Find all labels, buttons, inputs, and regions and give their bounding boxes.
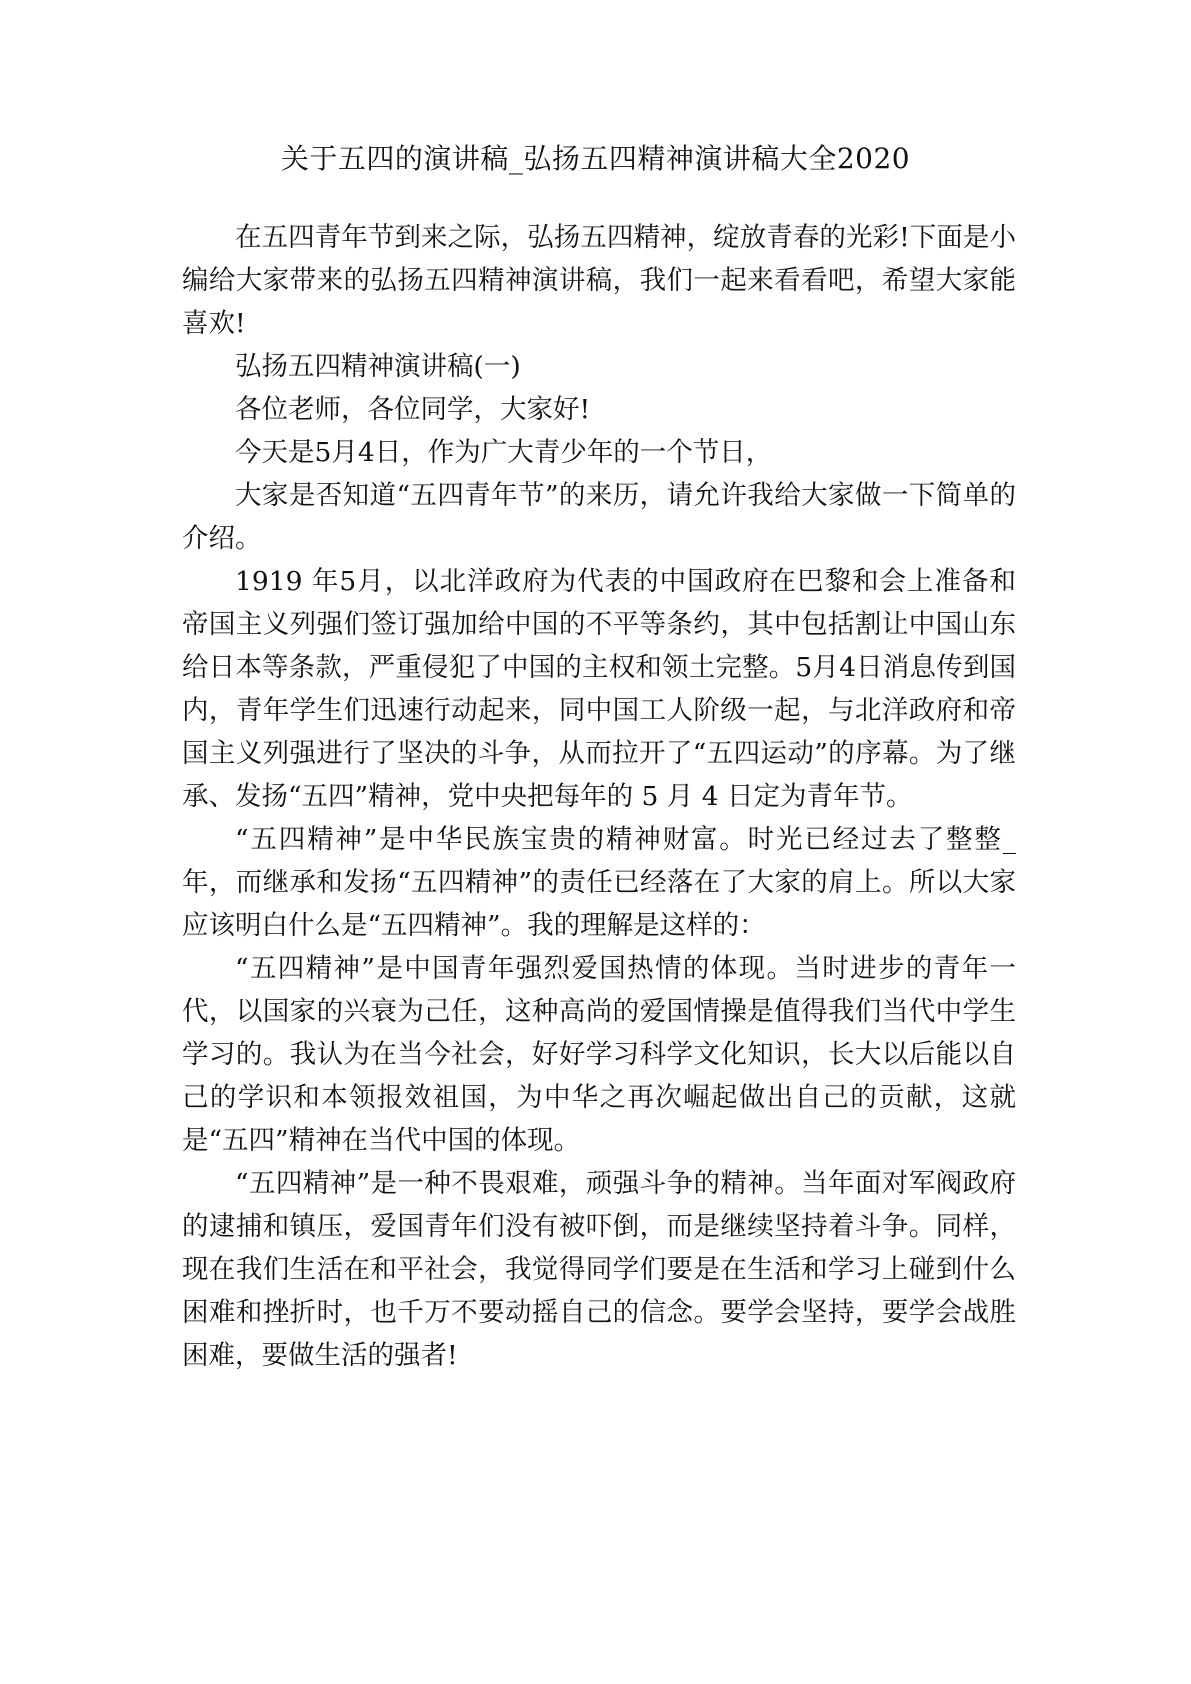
document-body bbox=[182, 216, 1016, 1377]
document-title: 关于五四的演讲稿_弘扬五四精神演讲稿大全2020 bbox=[280, 142, 911, 175]
body-paragraph: 1919 年5月，以北洋政府为代表的中国政府在巴黎和会上准备和帝国主义列强们签订强加给中国的不平等条约，其中包括割让中国山东给日本等条款，严重侵犯了中国的主权和领土完整。5月4日消息传到国内，青年学生们迅速行动起来，同中国工人阶级一起，与北洋政府和帝国主义列强进行了坚决的斗争，从而拉开了“五四运动”的序幕。为了继承、发扬“五四”精神，党中央把每年的 5 月 4 日定为青年节。 bbox=[182, 566, 1016, 812]
body-paragraph: “五四精神”是一种不畏艰难，顽强斗争的精神。当年面对军阀政府的逮捕和镇压，爱国青年们没有被吓倒，而是继续坚持着斗争。同样，现在我们生活在和平社会，我觉得同学们要是在生活和学习上碰到什么困难和挫折时，也千万不要动摇自己的信念。要学会坚持，要学会战胜困难，要做生活的强者! bbox=[182, 1168, 1016, 1371]
speech-heading: 弘扬五四精神演讲稿(一) bbox=[235, 351, 521, 382]
body-paragraph: 今天是5月4日，作为广大青少年的一个节日， bbox=[235, 437, 773, 468]
body-paragraph: “五四精神”是中华民族宝贵的精神财富。时光已经过去了整整_年，而继承和发扬“五四精神”的责任已经落在了大家的肩上。所以大家应该明白什么是“五四精神”。我的理解是这样的： bbox=[182, 824, 1016, 941]
body-paragraph: “五四精神”是中国青年强烈爱国热情的体现。当时进步的青年一代，以国家的兴衰为己任，这种高尚的爱国情操是值得我们当代中学生学习的。我认为在当今社会，好好学习科学文化知识，长大以后能以自己的学识和本领报效祖国，为中华之再次崛起做出自己的贡献，这就是“五四”精神在当代中国的体现。 bbox=[182, 953, 1016, 1156]
body-paragraph: 大家是否知道“五四青年节”的来历，请允许我给大家做一下简单的介绍。 bbox=[182, 480, 1016, 554]
greeting-paragraph: 各位老师，各位同学，大家好! bbox=[235, 394, 591, 425]
intro-paragraph: 在五四青年节到来之际，弘扬五四精神，绽放青春的光彩!下面是小编给大家带来的弘扬五四精神演讲稿，我们一起来看看吧，希望大家能喜欢! bbox=[182, 222, 1016, 339]
